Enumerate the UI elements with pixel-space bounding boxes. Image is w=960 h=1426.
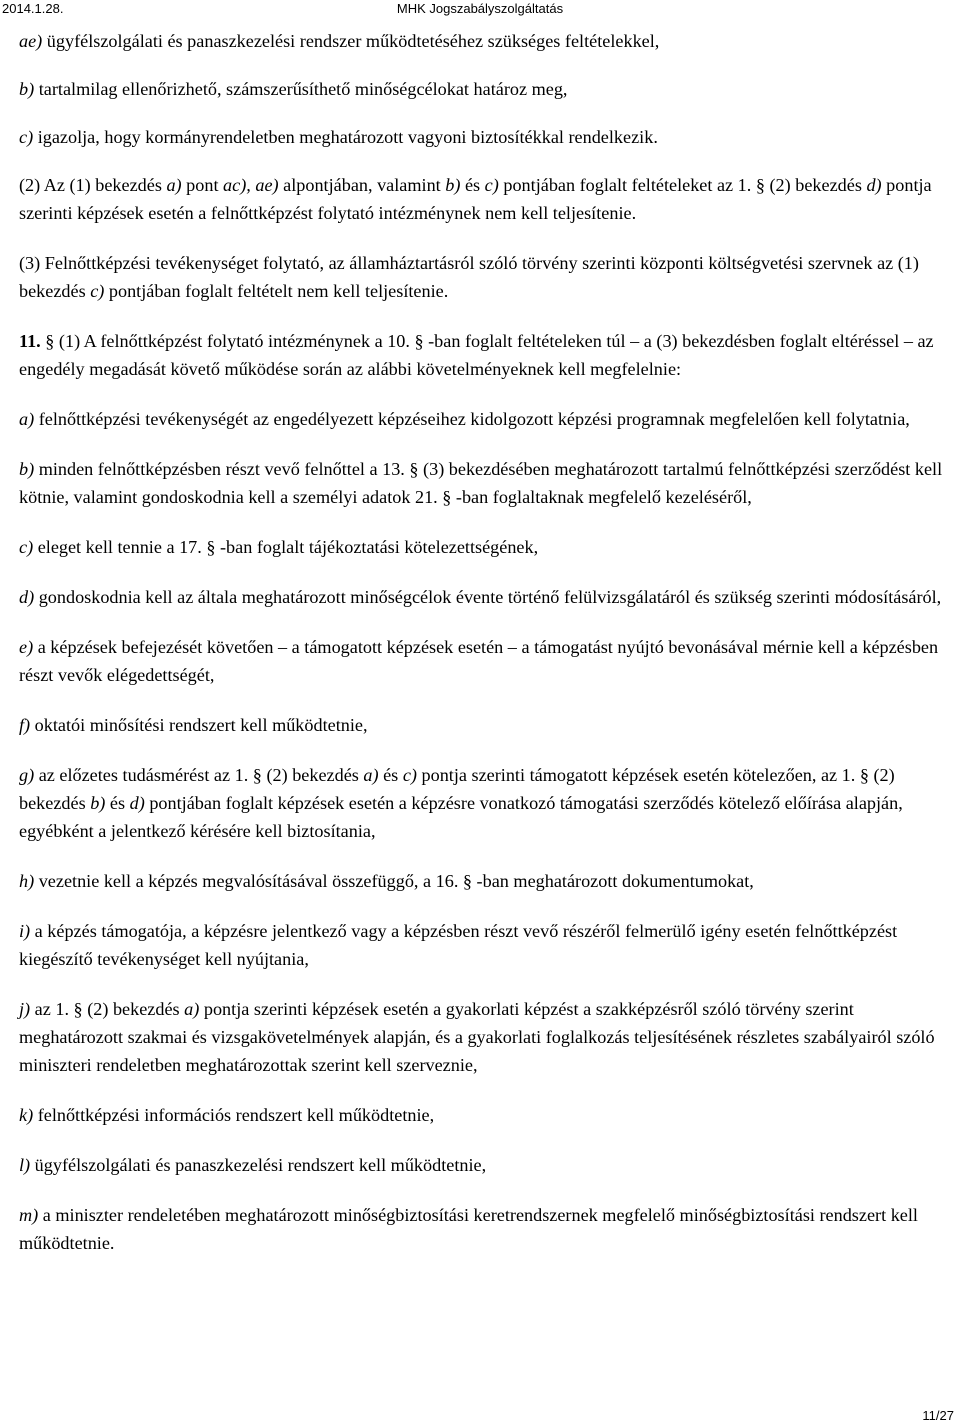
text-run: pontjában foglalt feltételt nem kell teljesítenie. xyxy=(104,281,449,301)
text-run: pontjában foglalt képzések esetén a képzésre vonatkozó támogatási szerződés kötelező előírása alapján, egyébként a jelentkező kérésére kell biztosítania, xyxy=(19,793,903,841)
site-title: MHK Jogszabályszolgáltatás xyxy=(396,1,564,16)
print-header xyxy=(0,0,960,18)
clause-b xyxy=(19,75,944,103)
clause-text: vezetnie kell a képzés megvalósításával összefüggő, a 16. § -ban meghatározott dokumentumokat, xyxy=(34,871,754,891)
clause-text: a képzések befejezését követően – a támogatott képzések esetén – a támogatást nyújtó bevonásával mérnie kell a képzésben részt vevők elégedettségét, xyxy=(19,637,939,685)
text-run: (3) Felnőttképzési tevékenységet folytató, az államháztartásról szóló törvény szerinti központi költségvetési szervnek az (1) bekezdés xyxy=(19,253,919,301)
clause-text: minden felnőttképzésben részt vevő felnőttel a 13. § (3) bekezdésében meghatározott tartalmú felnőttképzési szerződést kell kötnie, valamint gondoskodnia kell a személyi adatok 21. § -ban foglaltaknak megfelelő kezeléséről, xyxy=(19,459,943,507)
clause-label: ae) xyxy=(19,31,43,51)
text-run: pontja szerinti képzések esetén a felnőttképzést folytató intézménynek nem kell teljesítenie. xyxy=(19,175,932,223)
clause-e xyxy=(19,633,944,689)
clause-ref: d) xyxy=(866,175,882,195)
paragraph-3 xyxy=(19,249,944,305)
clause-ref: d) xyxy=(129,793,145,813)
clause-label: a) xyxy=(19,409,35,429)
clause-ref: a) xyxy=(363,765,379,785)
clause-text: eleget kell tennie a 17. § -ban foglalt tájékoztatási kötelezettségének, xyxy=(33,537,539,557)
legal-text-body xyxy=(19,27,944,1279)
clause-label: l) xyxy=(19,1155,31,1175)
clause-a xyxy=(19,405,944,433)
text-run: pont xyxy=(181,175,224,195)
clause-label: b) xyxy=(19,459,35,479)
clause-text: felnőttképzési információs rendszert kell működtetnie, xyxy=(33,1105,435,1125)
clause-text: oktatói minősítési rendszert kell működtetnie, xyxy=(30,715,368,735)
clause-ref: ac), ae) xyxy=(223,175,279,195)
clause-label: m) xyxy=(19,1205,39,1225)
clause-text: felnőttképzési tevékenységét az engedélyezett képzéseihez kidolgozott képzési programnak megfelelően kell folytatnia, xyxy=(34,409,910,429)
clause-m xyxy=(19,1201,944,1257)
clause-i xyxy=(19,917,944,973)
section-number: 11. xyxy=(19,331,41,351)
clause-d xyxy=(19,583,944,611)
clause-c xyxy=(19,123,944,151)
clause-ref: c) xyxy=(90,281,105,301)
clause-label: g) xyxy=(19,765,35,785)
clause-b xyxy=(19,455,944,511)
clause-ref: a) xyxy=(184,999,200,1019)
clause-label: k) xyxy=(19,1105,34,1125)
section-11 xyxy=(19,327,944,383)
text-run: alpontjában, valamint xyxy=(278,175,446,195)
clause-label: b) xyxy=(19,79,35,99)
clause-text: a miniszter rendeletében meghatározott minőségbiztosítási keretrendszernek megfelelő minőségbiztosítási rendszert kell működtetnie. xyxy=(19,1205,918,1253)
clause-h xyxy=(19,867,944,895)
clause-label: f) xyxy=(19,715,31,735)
clause-label: c) xyxy=(19,127,34,147)
clause-ref: b) xyxy=(90,793,106,813)
clause-k xyxy=(19,1101,944,1129)
text-run: pontja szerinti támogatott képzések esetén kötelezően, az 1. § (2) bekezdés xyxy=(19,765,895,813)
clause-label: j) xyxy=(19,999,31,1019)
text-run: az előzetes tudásmérést az 1. § (2) bekezdés xyxy=(34,765,364,785)
text-run: és xyxy=(460,175,485,195)
clause-text: ügyfélszolgálati és panaszkezelési rendszert kell működtetnie, xyxy=(30,1155,487,1175)
clause-label: e) xyxy=(19,637,34,657)
page-number: 11/27 xyxy=(922,1408,954,1423)
clause-text: tartalmilag ellenőrizhető, számszerűsíthető minőségcélokat határoz meg, xyxy=(34,79,568,99)
clause-ref: b) xyxy=(445,175,461,195)
print-date: 2014.1.28. xyxy=(2,1,64,16)
clause-ref: c) xyxy=(402,765,417,785)
clause-label: h) xyxy=(19,871,35,891)
clause-ref: a) xyxy=(166,175,182,195)
clause-g xyxy=(19,761,944,845)
text-run: és xyxy=(378,765,403,785)
clause-text: ügyfélszolgálati és panaszkezelési rendszer működtetéséhez szükséges feltételekkel, xyxy=(42,31,660,51)
text-run: az 1. § (2) bekezdés xyxy=(30,999,185,1019)
clause-ref: c) xyxy=(484,175,499,195)
clause-label: d) xyxy=(19,587,35,607)
clause-text: gondoskodnia kell az általa meghatározott minőségcélok évente történő felülvizsgálatáról és szükség szerinti módosításáról, xyxy=(34,587,942,607)
clause-ae xyxy=(19,27,944,55)
text-run: pontja szerinti képzések esetén a gyakorlati képzést a szakképzésről szóló törvény szerint meghatározott szakmai és vizsgakövetelmények alapján, és a gyakorlati foglalkozás teljesítésének részletes szabályairól szóló miniszteri rendeletben meghatározottak szerint kell szerveznie, xyxy=(19,999,935,1075)
clause-c xyxy=(19,533,944,561)
text-run: pontjában foglalt feltételeket az 1. § (2) bekezdés xyxy=(498,175,867,195)
text-run: és xyxy=(105,793,130,813)
clause-l xyxy=(19,1151,944,1179)
paragraph-2 xyxy=(19,171,944,227)
clause-j xyxy=(19,995,944,1079)
clause-text: igazolja, hogy kormányrendeletben meghatározott vagyoni biztosítékkal rendelkezik. xyxy=(33,127,658,147)
clause-text: a képzés támogatója, a képzésre jelentkező vagy a képzésben részt vevő részéről felmerülő igény esetén felnőttképzést kiegészítő tevékenységet kell nyújtania, xyxy=(19,921,898,969)
clause-f xyxy=(19,711,944,739)
clause-label: c) xyxy=(19,537,34,557)
clause-label: i) xyxy=(19,921,31,941)
section-text: § (1) A felnőttképzést folytató intézménynek a 10. § -ban foglalt feltételeken túl – a (3) bekezdésben foglalt eltéréssel – az engedély megadását követő működése során az alábbi követelményeknek kell megfelelnie: xyxy=(19,331,934,379)
text-run: (2) Az (1) bekezdés xyxy=(19,175,167,195)
